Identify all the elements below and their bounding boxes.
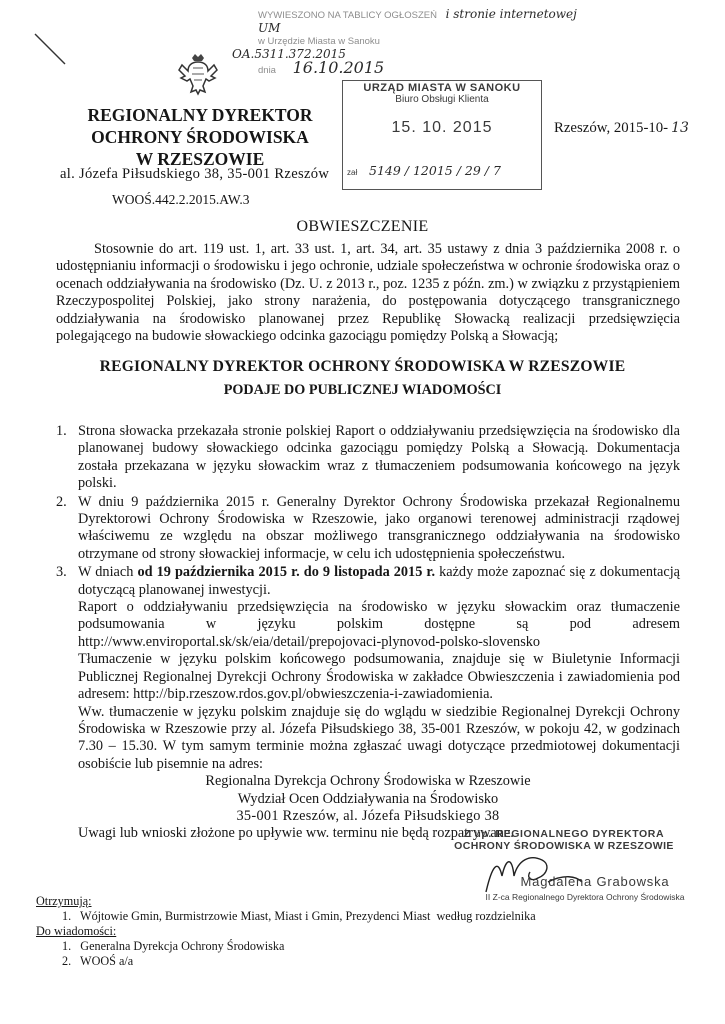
report-availability: Raport o oddziaływaniu przedsięwzięcia na środowisko w języku słowackim oraz tłumaczenie podsumowania w języku polskim dostępne są pod adresem (78, 599, 680, 633)
distribution-block (36, 894, 596, 969)
item-number: 1. (56, 423, 67, 439)
intro-text: Stosownie do art. 119 ust. 1, art. 33 ust. 1, art. 34, art. 35 ustawy z dnia 3 października 2008 r. o udostępnianiu informacji o środowisku i jego ochronie, udziale społeczeństwa w ochronie środowiska oraz o ocenach oddziaływania na środowisko (Dz. U. z 2013 r., poz. 1235 z późn. zm.) w związku z przystąpieniem Rzeczypospolitej Polskiej, jako strony narażenia, do postępowania dotyczącego transgranicznego oddziaływania na środowisko planowanej przez Republikę Słowacką realizacji przedsięwzięcia polegającego na budowie słowackiego odcinka gazociągu pomiędzy Polską a Słowacją; (56, 241, 680, 345)
list-item (56, 423, 680, 493)
enviroportal-url[interactable]: http://www.enviroportal.sk/sk/eia/detail/prepojovaci-plynovod-polsko-slovensko (78, 633, 541, 650)
item-text: W dniach (78, 564, 134, 581)
posting-stamp-line2: w Urzędzie Miasta w Sanoku (258, 36, 380, 47)
item-dates: od 19 października 2015 r. do 9 listopada 2015 r. (137, 564, 436, 581)
signature-line1: Z up. REGIONALNEGO DYREKTORA (463, 828, 665, 840)
posting-stamp (232, 7, 588, 77)
document-title: OBWIESZCZENIE (296, 218, 429, 235)
late-remarks-note: Uwagi lub wnioski złożone po upływie ww. terminu nie będą rozpatrywane. (78, 825, 514, 842)
notice-items (56, 423, 680, 843)
item-text: W dniu 9 października 2015 r. Generalny Dyrektor Ochrony Środowiska przekazał Regionalnemu Dyrektorowi Ochrony Środowiska w Rzeszowie, jako organowi terenowej administracji rządowej właściwemu ze względu na obszar możliwego transgranicznego oddziaływania na środowisko otrzymane od strony słowackiej informacje, w celu ich udostępnienia społeczeństwu. (78, 493, 680, 562)
received-stamp-office: URZĄD MIASTA W SANOKU (363, 82, 521, 94)
recipient-item: 1. Wójtowie Gmin, Burmistrzowie Miast, Miast i Gmin, Prezydenci Miast według rozdzielnika (62, 909, 536, 923)
handwritten-posting-note: i stronie internetowej UM (258, 7, 577, 35)
list-item (56, 564, 680, 843)
signature-line2: OCHRONY ŚRODOWISKA W RZESZOWIE (454, 840, 674, 852)
viewing-info: Ww. tłumaczenie w języku polskim znajduje się do wglądu w siedzibie Regionalnej Dyrekcji Ochrony Środowiska w Rzeszowie przy al. Józefa Piłsudskiego 38, 35-001 Rzeszów, w pokoju 42, w godzinach 7.30 – 15.30. W tym samym terminie można zgłaszać uwagi dotyczące przedmiotowej dokumentacji osobiście lub pisemnie na adres: (78, 703, 680, 772)
authority-address: al. Józefa Piłsudskiego 38, 35-001 Rzeszów (60, 166, 330, 182)
info-item: 2. WOOŚ a/a (62, 954, 134, 968)
address-line2: Wydział Ocen Oddziaływania na Środowisko (237, 790, 499, 807)
address-line3: 35-001 Rzeszów, al. Józefa Piłsudskiego 38 (236, 807, 500, 824)
info-label: Do wiadomości: (36, 924, 117, 938)
recipients-label: Otrzymują: (36, 894, 92, 908)
signatory-role: II Z-ca Regionalnego Dyrektora Ochrony Środowiska (485, 892, 685, 902)
polish-eagle-emblem (176, 52, 220, 96)
list-item (56, 494, 680, 564)
handwritten-posting-date: 16.10.2015 (292, 58, 385, 77)
place-date-text: Rzeszów, 2015-10- (554, 120, 669, 136)
signatory-name: Magdalena Grabowska (520, 874, 670, 889)
intro-paragraph (56, 241, 680, 345)
authority-line3: W RZESZOWIE (135, 149, 265, 169)
received-stamp (342, 80, 542, 190)
authority-line1: REGIONALNY DYREKTOR (87, 105, 313, 125)
received-stamp-reg-label: zał (347, 168, 358, 177)
signature-stamp (408, 828, 720, 852)
posting-stamp-line1: WYWIESZONO NA TABLICY OGŁOSZEŃ (258, 10, 437, 21)
received-stamp-number: 5149 / 12015 / 29 / 7 (369, 163, 501, 178)
translation-bip-info: Tłumaczenie w języku polskim końcowego podsumowania, znajduje się w Biuletynie Informacji Publicznej Regionalnej Dyrekcji Ochrony Środowiska w zakładce Obwieszczenia i zawiadomienia pod adresem: http://bip.rzeszow.rdos.gov.pl/obwieszczenia-i-zawiadomienia. (78, 651, 680, 703)
address-line1: Regionalna Dyrekcja Ochrony Środowiska w Rzeszowie (205, 773, 531, 790)
headline-announce: PODAJE DO PUBLICZNEJ WIADOMOŚCI (223, 382, 502, 398)
headline-authority: REGIONALNY DYREKTOR OCHRONY ŚRODOWISKA W RZESZOWIE (99, 358, 626, 375)
posting-date-label: dnia (258, 65, 276, 76)
handwritten-day: 13 (671, 120, 689, 136)
item-text: Strona słowacka przekazała stronie polskiej Raport o oddziaływaniu przedsięwzięcia na środowisko dla planowanej budowy słowackiego odcinka gazociągu pomiędzy Polską a Słowacją. Dokumentacja została przekazana w języku słowackim wraz z tłumaczeniem podsumowania końcowego na język polski. (78, 423, 680, 492)
received-stamp-bureau: Biuro Obsługi Klienta (395, 94, 489, 105)
handwritten-reference: OA.5311.372.2015 (232, 47, 346, 61)
corner-pen-mark (32, 30, 72, 70)
info-item: 1. Generalna Dyrekcja Ochrony Środowiska (62, 939, 285, 953)
received-stamp-date: 15. 10. 2015 (391, 119, 493, 136)
item-number: 3. (56, 564, 67, 581)
place-date (554, 120, 689, 137)
case-reference: WOOŚ.442.2.2015.AW.3 (112, 192, 250, 207)
authority-line2: OCHRONY ŚRODOWISKA (91, 127, 309, 147)
item-number: 2. (56, 493, 67, 510)
item-text-cont: każdy może zapoznać się z dokumentacją dotyczącą planowanej inwestycji. (78, 564, 681, 598)
authority-block (80, 104, 320, 170)
